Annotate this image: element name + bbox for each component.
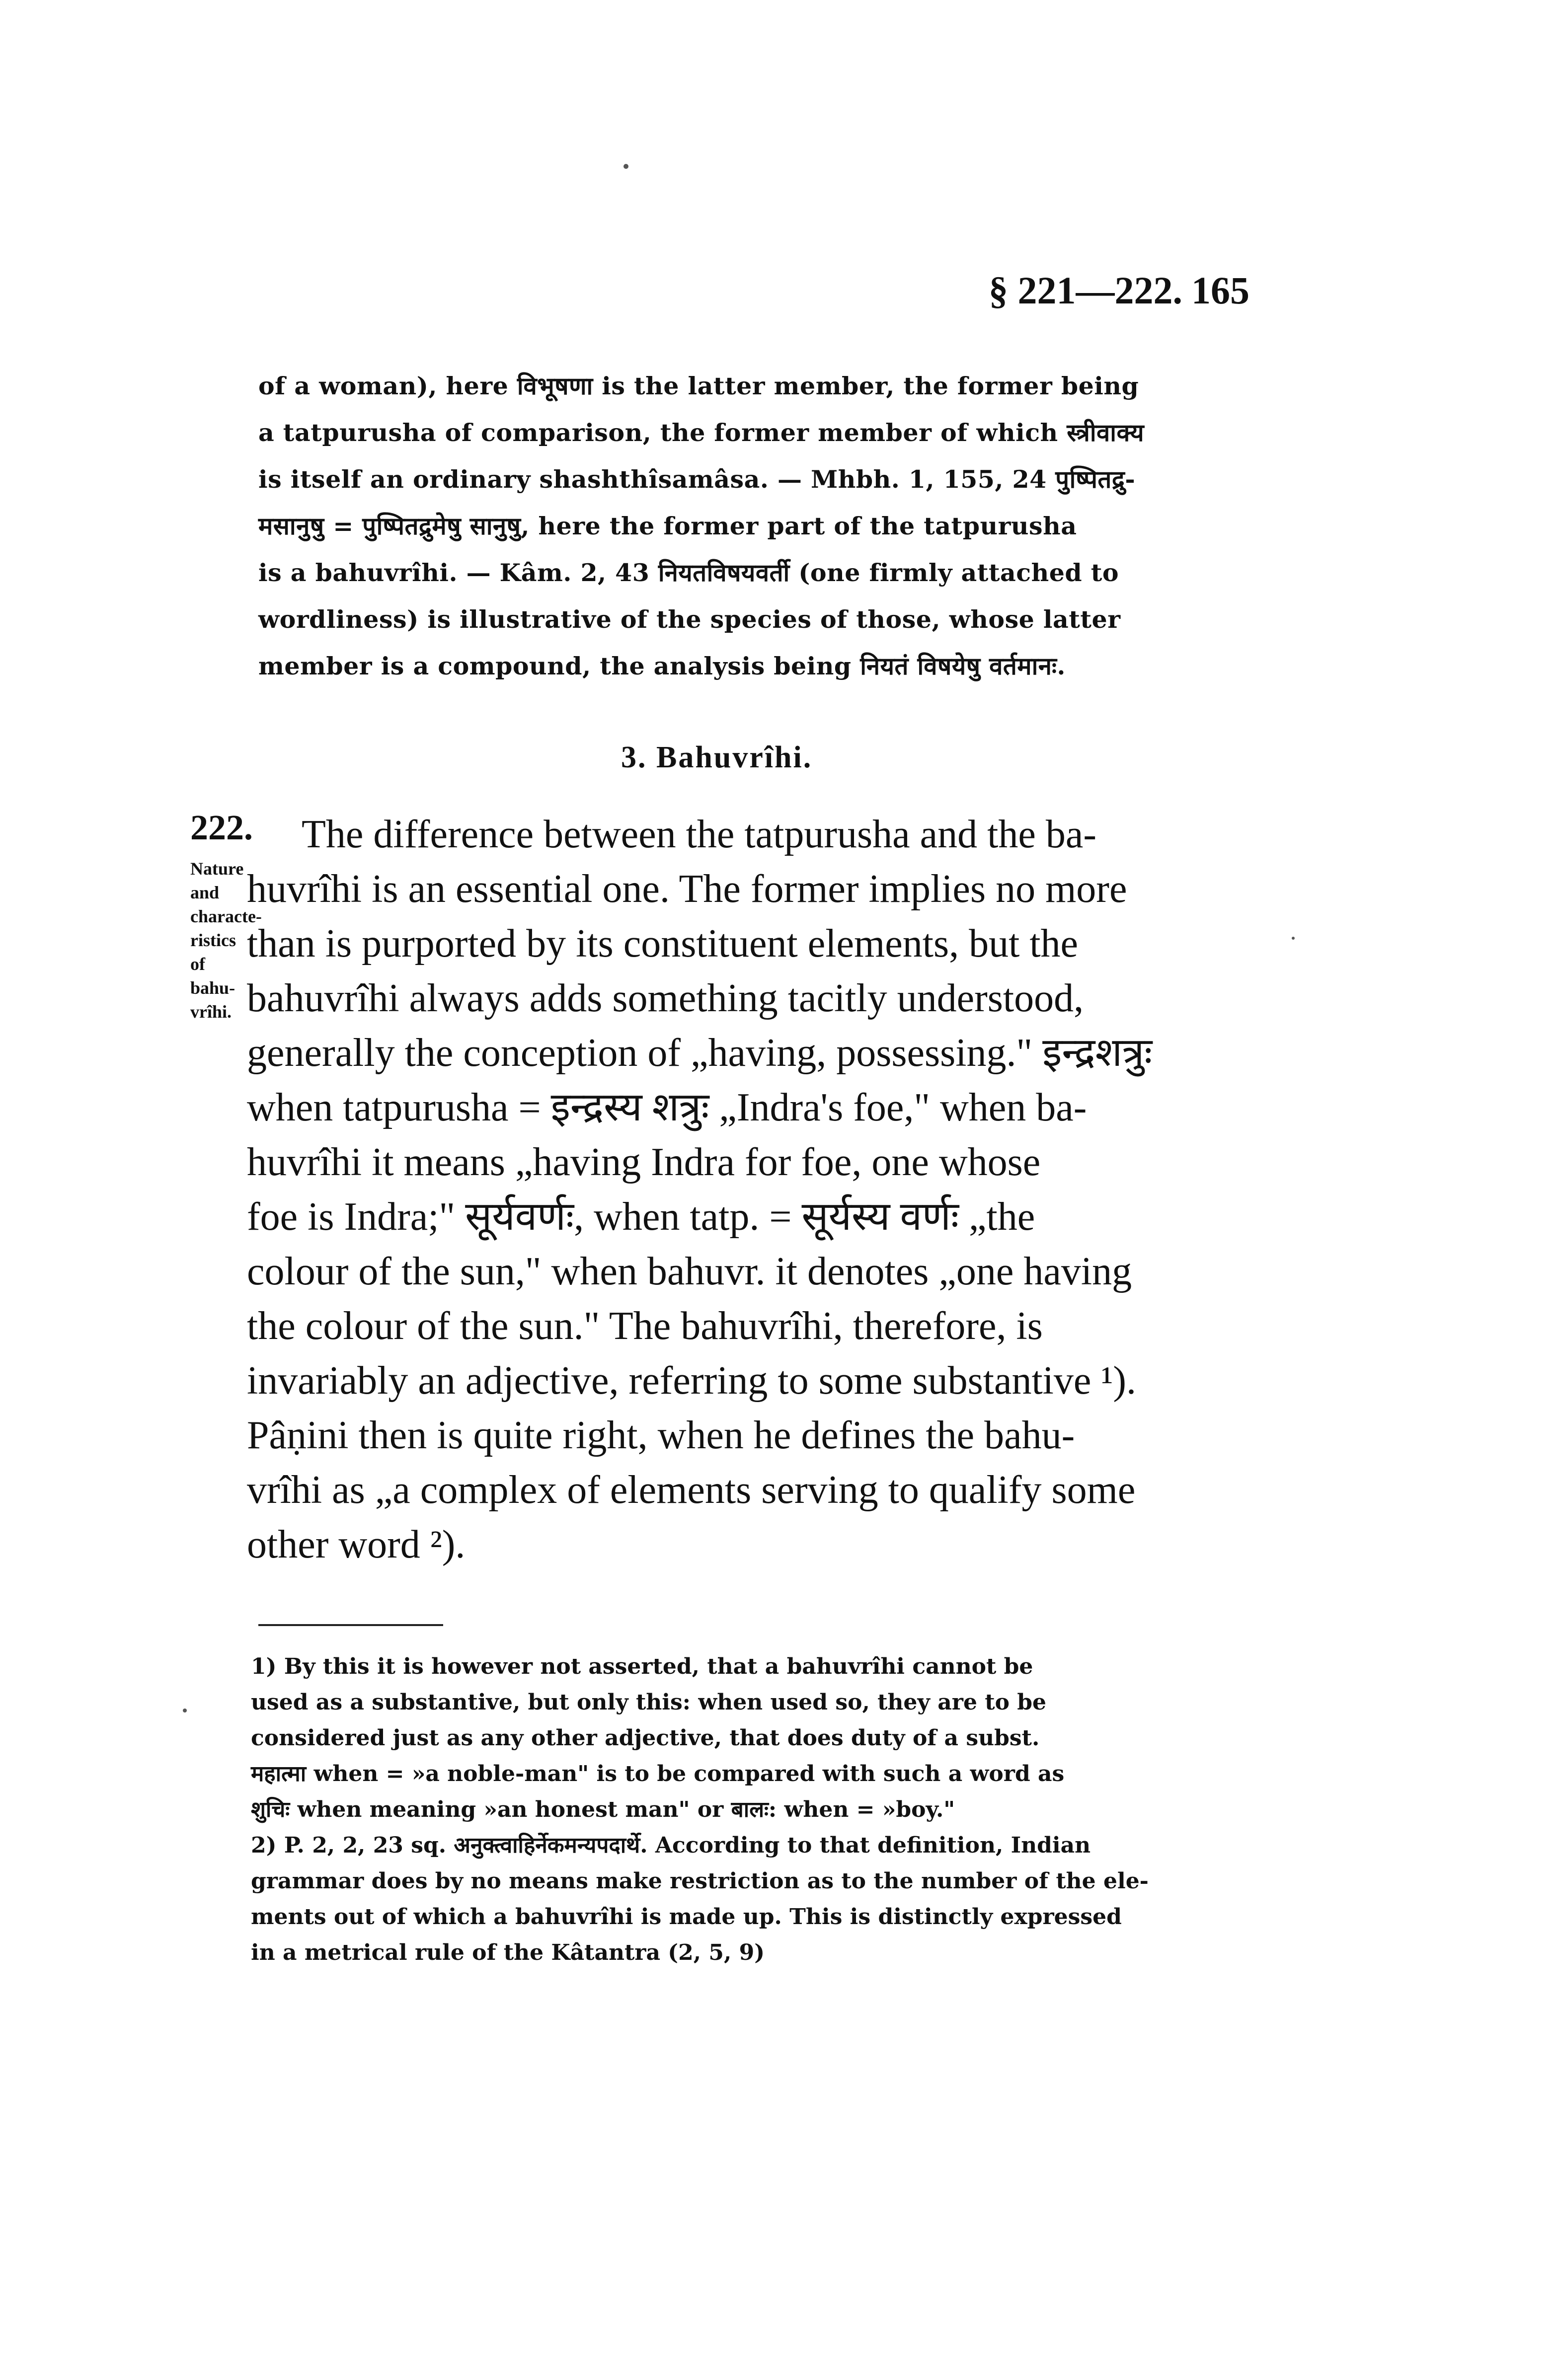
text-line: colour of the sun," when bahuvr. it denotes „one having [247,1250,1132,1293]
footnotes [251,1649,1269,1971]
text-line: मसानुषु = पुष्पितद्रुमेषु सानुषु, here the former part of the tatpurusha [258,512,1077,540]
margin-note-line: ristics of [190,930,236,974]
footnote-line: 2) P. 2, 2, 23 sq. अनुक्त्वाहिर्नेकमन्यपदार्थे. According to that definition, Indian [251,1833,1091,1858]
text-line: of a woman), here विभूषणा is the latter member, the former being [258,372,1139,400]
text-line: other word ²). [247,1523,466,1566]
main-paragraph [247,807,1280,1572]
page-number: 165 [1191,269,1249,312]
footnote-divider [258,1624,443,1626]
margin-note-line: vrîhi. [190,1002,232,1022]
text-line: is itself an ordinary shashthîsamâsa. — Mhbh. 1, 155, 24 पुष्पितद्रु- [258,465,1136,494]
text-line: generally the conception of „having, possessing." इन्द्रशत्रुः [247,1031,1153,1075]
paragraph-number: 222. [190,808,253,847]
text-line: than is purported by its constituent elements, but the [247,922,1079,966]
text-line: member is a compound, the analysis being नियतं विषयेषु वर्तमानः. [258,652,1066,680]
section-heading: 3. Bahuvrîhi. [621,741,813,774]
footnote-line: in a metrical rule of the Kâtantra (2, 5, 9) [251,1940,765,1965]
scan-speck [1292,937,1295,940]
text-line: huvrîhi is an essential one. The former implies no more [247,867,1127,911]
text-line: is a bahuvrîhi. — Kâm. 2, 43 नियतविषयवर्ती (one firmly attached to [258,558,1119,587]
text-line: The difference between the tatpurusha and the ba- [302,813,1096,856]
text-line: huvrîhi it means „having Indra for foe, one whose [247,1140,1041,1184]
text-line: foe is Indra;" सूर्यवर्णः, when tatp. = सूर्यस्य वर्णः „the [247,1195,1035,1239]
running-header-section: § 221—222. [989,269,1182,312]
scan-speck [623,164,628,169]
text-line: vrîhi as „a complex of elements serving to qualify some [247,1468,1136,1512]
text-line: Pâṇini then is quite right, when he defines the bahu- [247,1413,1075,1457]
text-line: bahuvrîhi always adds something tacitly understood, [247,976,1084,1020]
margin-note [190,857,262,1024]
footnote-line: grammar does by no means make restriction as to the number of the ele- [251,1868,1149,1894]
footnote-line: 1) By this it is however not asserted, that a bahuvrîhi cannot be [251,1654,1033,1679]
footnote-line: considered just as any other adjective, that does duty of a subst. [251,1725,1040,1751]
footnote-line: महात्मा when = »a noble-man" is to be compared with such a word as [251,1761,1065,1786]
margin-note-line: characte- [190,906,262,926]
footnote-line: used as a substantive, but only this: when used so, they are to be [251,1690,1047,1715]
text-line: wordliness) is illustrative of the species of those, whose latter [258,605,1121,634]
text-line: the colour of the sun." The bahuvrîhi, therefore, is [247,1304,1043,1348]
footnote-line: ments out of which a bahuvrîhi is made up. This is distinctly expressed [251,1904,1122,1930]
text-line: when tatpurusha = इन्द्रस्य शत्रुः „Indra's foe," when ba- [247,1086,1087,1129]
text-line: a tatpurusha of comparison, the former member of which स्त्रीवाक्य [258,418,1145,447]
margin-note-line: bahu- [190,978,235,998]
margin-note-line: Nature and [190,859,244,902]
text-line: invariably an adjective, referring to some substantive ¹). [247,1359,1137,1403]
continuation-paragraph [258,363,1287,689]
footnote-line: शुचिः when meaning »an honest man" or बालः: when = »boy." [251,1797,955,1822]
scan-speck [183,1709,187,1712]
